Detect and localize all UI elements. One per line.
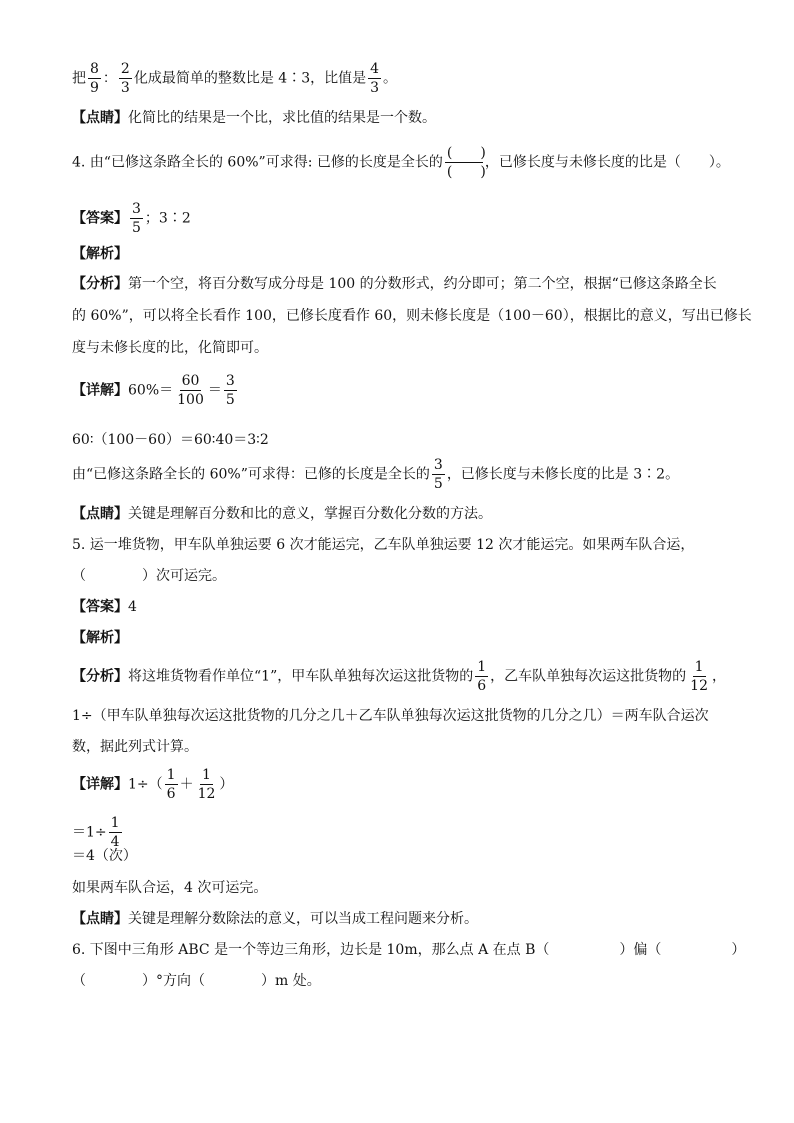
tip-tag: 【点睛】 bbox=[72, 506, 128, 522]
blank-numerator: ( ) bbox=[446, 145, 486, 161]
text: ＝ bbox=[207, 382, 222, 399]
denominator: 5 bbox=[225, 392, 235, 408]
fraction bbox=[130, 202, 143, 235]
denominator: 5 bbox=[132, 220, 141, 236]
text: ： bbox=[102, 70, 117, 87]
fraction bbox=[368, 62, 381, 95]
question-text: ，已修长度与未修长度的比是（ ）。 bbox=[484, 154, 730, 171]
numerator: 1 bbox=[694, 659, 704, 675]
text: ） bbox=[219, 776, 234, 793]
text: 由“已修这条路全长的 60%”可求得：已修的长度是全长的 bbox=[72, 466, 430, 483]
numerator: 3 bbox=[132, 201, 141, 217]
analysis-line bbox=[72, 274, 717, 294]
numerator: 1 bbox=[202, 767, 211, 783]
denominator: 100 bbox=[177, 392, 204, 408]
question-6: 6. 下图中三角形 ABC 是一个等边三角形，边长是 10m，那么点 A 在点 B（ ）偏（ ） bbox=[72, 942, 746, 958]
analysis-tag: 【分析】 bbox=[72, 668, 128, 685]
question-6-line-2: （ ）°方向（ ）m 处。 bbox=[72, 973, 321, 989]
analysis-line: 的 60%”，可以将全长看作 100，已修长度看作 60，则未修长度是（100－60），根据比的意义，写出已修长 bbox=[72, 308, 752, 324]
numerator: 2 bbox=[120, 61, 130, 77]
fraction bbox=[475, 660, 488, 693]
fraction bbox=[119, 62, 132, 95]
result-line bbox=[72, 458, 679, 491]
denominator: 6 bbox=[166, 786, 176, 802]
numerator: 1 bbox=[110, 815, 120, 831]
denominator: 4 bbox=[110, 834, 120, 850]
answer-text: ；3∶2 bbox=[144, 210, 191, 227]
result-line: 如果两车队合运，4 次可运完。 bbox=[72, 880, 268, 896]
text: ＋ bbox=[179, 776, 194, 793]
blank-fraction[interactable] bbox=[445, 145, 486, 180]
denominator: 3 bbox=[370, 80, 380, 96]
question-5: 5. 运一堆货物，甲车队单独运要 6 次才能运完，乙车队单独运要 12 次才能运完。如果两车队合运， bbox=[72, 537, 695, 553]
blank-denominator: ( ) bbox=[446, 164, 486, 180]
answer-line bbox=[72, 202, 191, 235]
answer-line bbox=[72, 597, 137, 617]
question-text: 4. 由“已修这条路全长的 60%”可求得: 已修的长度是全长的 bbox=[72, 154, 443, 171]
tip-text: 关键是理解分数除法的意义，可以当成工程问题来分析。 bbox=[128, 911, 478, 927]
tip-line bbox=[72, 108, 436, 128]
denominator: 12 bbox=[690, 678, 708, 694]
text: 1÷（ bbox=[128, 776, 163, 793]
denominator: 12 bbox=[197, 786, 216, 802]
numerator: 1 bbox=[477, 659, 487, 675]
step-line bbox=[72, 816, 124, 849]
text: ＝1÷ bbox=[72, 824, 107, 841]
text: 60%＝ bbox=[128, 382, 174, 399]
fraction bbox=[688, 660, 710, 693]
fraction bbox=[165, 768, 178, 801]
text: 将这堆货物看作单位“1”，甲车队单独每次运这批货物的 bbox=[128, 668, 474, 685]
text: ，乙车队单独每次运这批货物的 bbox=[490, 668, 687, 685]
analysis-heading: 【解析】 bbox=[72, 246, 128, 262]
analysis-line: 1÷（甲车队单独每次运这批货物的几分之几＋乙车队单独每次运这批货物的几分之几）＝两车队合运次 bbox=[72, 708, 709, 724]
numerator: 60 bbox=[181, 373, 200, 389]
analysis-tag: 【分析】 bbox=[72, 276, 128, 292]
detail-tag: 【详解】 bbox=[72, 382, 128, 399]
analysis-line bbox=[72, 660, 726, 693]
numerator: 3 bbox=[433, 457, 443, 473]
fraction bbox=[432, 458, 445, 491]
fraction bbox=[196, 768, 218, 801]
calc-line: 60∶（100－60）＝60∶40＝3∶2 bbox=[72, 432, 269, 448]
fraction bbox=[88, 62, 101, 95]
analysis-text: 第一个空，将百分数写成分母是 100 的分数形式，约分即可；第二个空，根据“已修这条路全长 bbox=[128, 276, 717, 292]
tip-line bbox=[72, 504, 492, 524]
tip-text: 化简比的结果是一个比，求比值的结果是一个数。 bbox=[128, 110, 436, 126]
text: 把 bbox=[72, 70, 86, 87]
text: ， bbox=[711, 668, 726, 685]
denominator: 6 bbox=[477, 678, 487, 694]
numerator: 4 bbox=[370, 61, 380, 77]
answer-text: 4 bbox=[128, 599, 137, 615]
analysis-line: 度与未修长度的比，化简即可。 bbox=[72, 340, 268, 356]
detail-line bbox=[72, 374, 239, 407]
fraction bbox=[109, 816, 122, 849]
denominator: 3 bbox=[120, 80, 130, 96]
numerator: 1 bbox=[166, 767, 176, 783]
prev-answer-line bbox=[72, 62, 397, 95]
numerator: 8 bbox=[90, 61, 99, 77]
text: 化成最简单的整数比是 4∶3，比值是 bbox=[133, 70, 367, 87]
tip-text: 关键是理解百分数和比的意义，掌握百分数化分数的方法。 bbox=[128, 506, 492, 522]
answer-tag: 【答案】 bbox=[72, 599, 128, 615]
question-4 bbox=[72, 146, 730, 179]
step-line: ＝4（次） bbox=[72, 848, 137, 864]
detail-line bbox=[72, 768, 233, 801]
tip-tag: 【点睛】 bbox=[72, 110, 128, 126]
denominator: 5 bbox=[433, 476, 443, 492]
question-5-line-2: （ ）次可运完。 bbox=[72, 568, 226, 584]
analysis-line: 数，据此列式计算。 bbox=[72, 739, 198, 755]
denominator: 9 bbox=[90, 80, 99, 96]
detail-tag: 【详解】 bbox=[72, 776, 128, 793]
text: ，已修长度与未修长度的比是 3∶2。 bbox=[446, 466, 680, 483]
fraction bbox=[175, 374, 206, 407]
text: 。 bbox=[383, 70, 398, 87]
analysis-heading: 【解析】 bbox=[72, 630, 128, 646]
tip-tag: 【点睛】 bbox=[72, 911, 128, 927]
fraction bbox=[224, 374, 237, 407]
numerator: 3 bbox=[225, 373, 235, 389]
answer-tag: 【答案】 bbox=[72, 210, 128, 227]
tip-line bbox=[72, 909, 478, 929]
